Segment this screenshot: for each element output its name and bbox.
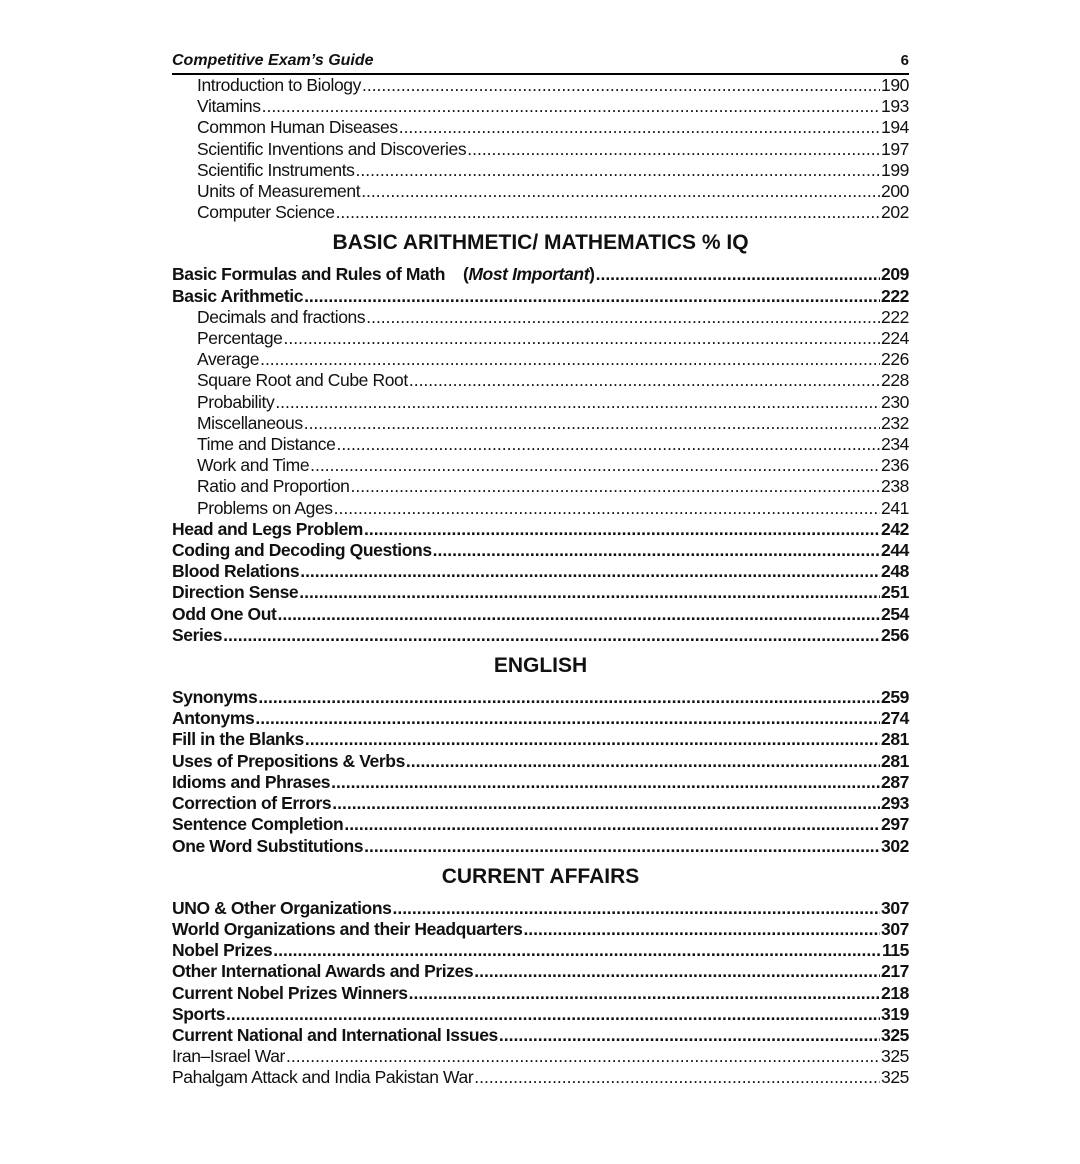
toc-entry-page: 222 bbox=[881, 285, 909, 306]
toc-entry-label: Problems on Ages bbox=[197, 497, 333, 518]
toc-entry bbox=[172, 307, 909, 328]
dot-leader bbox=[499, 1025, 880, 1046]
toc-entry bbox=[172, 370, 909, 391]
toc-entry-page: 242 bbox=[881, 518, 909, 539]
dot-leader bbox=[336, 434, 880, 455]
toc-entry-label: Idioms and Phrases bbox=[172, 771, 331, 792]
toc-page bbox=[172, 52, 909, 1089]
toc-entry bbox=[172, 751, 909, 772]
toc-entry-page: 190 bbox=[881, 75, 909, 95]
toc-entry bbox=[172, 814, 909, 835]
toc-entry-page: 200 bbox=[881, 181, 909, 202]
toc-entry-title bbox=[172, 793, 331, 814]
toc-entry-page: 244 bbox=[881, 540, 909, 561]
toc-entry-label: Scientific Inventions and Discoveries bbox=[197, 138, 467, 159]
dot-leader bbox=[362, 75, 880, 96]
dot-leader bbox=[392, 898, 880, 919]
toc-entry bbox=[172, 328, 909, 349]
toc-entry-page: 217 bbox=[881, 961, 909, 982]
dot-leader bbox=[364, 519, 880, 540]
toc-entry-label: Uses of Prepositions & Verbs bbox=[172, 750, 405, 771]
toc-entry-page: 232 bbox=[881, 412, 909, 433]
page-number: 6 bbox=[900, 52, 909, 69]
toc-entry-page: 241 bbox=[881, 497, 909, 518]
toc-entry-label: Decimals and fractions bbox=[197, 306, 366, 327]
toc-entry bbox=[172, 772, 909, 793]
toc-entry-label: Basic Formulas and Rules of Math bbox=[172, 264, 446, 285]
dot-leader bbox=[467, 139, 880, 160]
toc-entry-page: 256 bbox=[881, 624, 909, 645]
dot-leader bbox=[258, 687, 880, 708]
toc-entry-title bbox=[197, 96, 261, 117]
toc-entry-title bbox=[172, 1025, 498, 1046]
toc-entry bbox=[172, 729, 909, 750]
toc-entry-label: Fill in the Blanks bbox=[172, 729, 304, 750]
dot-leader bbox=[300, 561, 880, 582]
toc-entry-page: 325 bbox=[881, 1024, 909, 1045]
toc-entry-title bbox=[197, 117, 398, 138]
dot-leader bbox=[409, 370, 880, 391]
dot-leader bbox=[409, 983, 880, 1004]
toc-entry-page: 193 bbox=[881, 96, 909, 117]
toc-entry-label: Correction of Errors bbox=[172, 793, 332, 814]
toc-entry bbox=[172, 519, 909, 540]
dot-leader bbox=[262, 96, 880, 117]
toc-entry-title bbox=[172, 687, 257, 708]
dot-leader bbox=[284, 328, 880, 349]
toc-entry-title bbox=[197, 307, 365, 328]
toc-entry bbox=[172, 160, 909, 181]
toc-entry-page: 236 bbox=[881, 455, 909, 476]
dot-leader bbox=[474, 1067, 880, 1088]
toc-entry bbox=[172, 96, 909, 117]
toc-entry-title bbox=[172, 940, 272, 961]
toc-entry-title bbox=[172, 836, 363, 857]
toc-entry-label: Pahalgam Attack and India Pakistan War bbox=[172, 1067, 474, 1088]
toc-entry-title bbox=[197, 139, 466, 160]
toc-entry-label: Series bbox=[172, 624, 223, 645]
toc-entry-title bbox=[197, 328, 283, 349]
toc-entry-label: Common Human Diseases bbox=[197, 117, 398, 138]
toc-entry-title bbox=[172, 561, 299, 582]
section-title: ENGLISH bbox=[493, 654, 588, 678]
toc-entry-page: 325 bbox=[881, 1046, 909, 1067]
toc-entry-title bbox=[172, 961, 473, 982]
dot-leader bbox=[334, 498, 880, 519]
toc-entry-page: 248 bbox=[881, 561, 909, 582]
dot-leader bbox=[299, 582, 880, 603]
toc-entry bbox=[172, 434, 909, 455]
toc-entry-label: Miscellaneous bbox=[197, 412, 303, 433]
toc-entry-page: 251 bbox=[881, 582, 909, 603]
toc-entry bbox=[172, 202, 909, 223]
toc-entry-title: Basic Formulas and Rules of Math (Most Important) bbox=[172, 264, 595, 285]
toc-entry-title bbox=[197, 476, 350, 497]
toc-entry-label: World Organizations and their Headquarters bbox=[172, 918, 523, 939]
toc-entry bbox=[172, 75, 909, 96]
dot-leader bbox=[304, 413, 880, 434]
section-title: CURRENT AFFAIRS bbox=[441, 864, 640, 888]
toc-entry-label: Probability bbox=[197, 391, 275, 412]
toc-entry-page: 238 bbox=[881, 476, 909, 497]
toc-entry-label: Average bbox=[197, 349, 260, 370]
dot-leader bbox=[310, 455, 880, 476]
book-title: Competitive Exam’s Guide bbox=[172, 52, 374, 69]
toc-entry-title bbox=[172, 286, 303, 307]
dot-leader bbox=[332, 793, 880, 814]
dot-leader bbox=[336, 202, 880, 223]
toc-entry bbox=[172, 455, 909, 476]
dot-leader bbox=[356, 160, 880, 181]
toc-entry-title bbox=[172, 540, 432, 561]
toc-entry bbox=[172, 349, 909, 370]
dot-leader bbox=[277, 604, 880, 625]
toc-entry-title bbox=[172, 919, 522, 940]
toc-entry bbox=[172, 793, 909, 814]
toc-entry-label: Square Root and Cube Root bbox=[197, 370, 408, 391]
toc-entry bbox=[172, 540, 909, 561]
toc-entry-page: 224 bbox=[881, 328, 909, 349]
toc-entry-page: 218 bbox=[881, 982, 909, 1003]
toc-entry-label: Basic Arithmetic bbox=[172, 285, 304, 306]
toc-entry bbox=[172, 961, 909, 982]
dot-leader bbox=[304, 286, 880, 307]
toc-entry-label: Iran–Israel War bbox=[172, 1046, 285, 1067]
dot-leader bbox=[523, 919, 880, 940]
toc-entry bbox=[172, 604, 909, 625]
toc-entry-note: Most Important bbox=[468, 264, 590, 285]
toc-entry-label: Vitamins bbox=[197, 96, 261, 117]
section-title: BASIC ARITHMETIC/ MATHEMATICS % IQ bbox=[332, 231, 749, 255]
toc-entry bbox=[172, 561, 909, 582]
toc-entry-label: Direction Sense bbox=[172, 582, 299, 603]
toc-entry-title bbox=[197, 349, 259, 370]
dot-leader bbox=[331, 772, 880, 793]
toc-entry-title bbox=[172, 1046, 285, 1067]
toc-entry bbox=[172, 181, 909, 202]
toc-entry-page: 254 bbox=[881, 603, 909, 624]
toc-entry-label: Head and Legs Problem bbox=[172, 518, 363, 539]
toc-entry bbox=[172, 117, 909, 138]
toc-entry bbox=[172, 582, 909, 603]
toc-entry-page: 230 bbox=[881, 391, 909, 412]
toc-entry-title bbox=[172, 814, 343, 835]
dot-leader bbox=[286, 1046, 880, 1067]
toc-entry-label: Nobel Prizes bbox=[172, 940, 273, 961]
toc-entry-page: 226 bbox=[881, 349, 909, 370]
toc-entry-page: 287 bbox=[881, 771, 909, 792]
toc-entry-label: Sports bbox=[172, 1003, 226, 1024]
toc-entry-title bbox=[172, 625, 222, 646]
toc-entry-title bbox=[197, 370, 408, 391]
toc-entry-page: 319 bbox=[881, 1003, 909, 1024]
toc-entry-label: Ratio and Proportion bbox=[197, 476, 350, 497]
toc-entry bbox=[172, 1067, 909, 1088]
toc-entry-title bbox=[197, 434, 335, 455]
toc-entry-title bbox=[197, 75, 361, 96]
toc-entry-page: 307 bbox=[881, 897, 909, 918]
toc-entry-page: 199 bbox=[881, 159, 909, 180]
toc-entry-page: 297 bbox=[881, 814, 909, 835]
toc-entry-title bbox=[197, 413, 303, 434]
toc-entry-page: 234 bbox=[881, 434, 909, 455]
toc-entry-title bbox=[197, 392, 274, 413]
toc-entry bbox=[172, 836, 909, 857]
toc-entry bbox=[172, 919, 909, 940]
toc-entry-title bbox=[172, 519, 363, 540]
toc-entry-label: Sentence Completion bbox=[172, 814, 344, 835]
toc-entry bbox=[172, 1046, 909, 1067]
toc-entry bbox=[172, 983, 909, 1004]
dot-leader bbox=[260, 349, 880, 370]
toc-entry-label: Percentage bbox=[197, 328, 283, 349]
dot-leader bbox=[273, 940, 881, 961]
dot-leader bbox=[226, 1004, 880, 1025]
toc-entry bbox=[172, 708, 909, 729]
toc-entry-page: 209 bbox=[881, 264, 909, 285]
toc-entry-label: UNO & Other Organizations bbox=[172, 897, 392, 918]
dot-leader bbox=[474, 961, 880, 982]
toc-entry-page: 281 bbox=[881, 729, 909, 750]
toc-entry bbox=[172, 476, 909, 497]
dot-leader bbox=[596, 264, 880, 285]
dot-leader bbox=[366, 307, 880, 328]
toc-entry-title bbox=[197, 202, 335, 223]
toc-entry-page: 228 bbox=[881, 370, 909, 391]
toc-entry-page: 222 bbox=[881, 306, 909, 327]
toc-entry-title bbox=[172, 708, 254, 729]
toc-entry-page: 115 bbox=[881, 940, 909, 961]
dot-leader bbox=[361, 181, 880, 202]
toc-entry-label: Coding and Decoding Questions bbox=[172, 540, 432, 561]
dot-leader bbox=[255, 708, 880, 729]
toc-entry-page: 307 bbox=[881, 918, 909, 939]
toc-entry-label: Current Nobel Prizes Winners bbox=[172, 982, 408, 1003]
toc-entry bbox=[172, 625, 909, 646]
page-header bbox=[172, 52, 909, 75]
toc-entry bbox=[172, 898, 909, 919]
toc-entry-label: Time and Distance bbox=[197, 434, 336, 455]
dot-leader bbox=[305, 729, 880, 750]
toc-entry-label: Other International Awards and Prizes bbox=[172, 961, 474, 982]
toc-entry-label: Synonyms bbox=[172, 687, 258, 708]
toc-entry-label: Odd One Out bbox=[172, 603, 277, 624]
dot-leader bbox=[399, 117, 880, 138]
toc-entry-title bbox=[172, 898, 391, 919]
toc-entry-page: 197 bbox=[881, 138, 909, 159]
toc-entry-title bbox=[172, 582, 298, 603]
toc-entry-title bbox=[172, 604, 276, 625]
toc-entry-page: 293 bbox=[881, 793, 909, 814]
toc-entry-title bbox=[172, 1004, 225, 1025]
toc-entry-label: Blood Relations bbox=[172, 561, 300, 582]
toc-entry-page: 302 bbox=[881, 835, 909, 856]
dot-leader bbox=[406, 751, 880, 772]
toc-entry bbox=[172, 687, 909, 708]
toc-entry-page: 281 bbox=[881, 750, 909, 771]
toc-entry-label: One Word Substitutions bbox=[172, 835, 364, 856]
dot-leader bbox=[433, 540, 880, 561]
toc-entry-title bbox=[197, 160, 355, 181]
toc-entry-label: Units of Measurement bbox=[197, 181, 361, 202]
dot-leader bbox=[223, 625, 880, 646]
toc-entry-page: 274 bbox=[881, 708, 909, 729]
toc-entry-label: Computer Science bbox=[197, 202, 335, 223]
toc-entry bbox=[172, 498, 909, 519]
toc-entry-title bbox=[172, 729, 304, 750]
dot-leader bbox=[351, 476, 880, 497]
table-of-contents bbox=[172, 75, 909, 1089]
toc-entry-page: 325 bbox=[881, 1067, 909, 1088]
toc-entry-title bbox=[172, 1067, 473, 1088]
toc-entry-title bbox=[197, 181, 360, 202]
toc-entry-label: Antonyms bbox=[172, 708, 255, 729]
toc-entry-title bbox=[197, 455, 309, 476]
toc-entry bbox=[172, 1025, 909, 1046]
dot-leader bbox=[275, 392, 880, 413]
toc-entry-title bbox=[172, 772, 330, 793]
dot-leader bbox=[364, 836, 880, 857]
toc-entry bbox=[172, 1004, 909, 1025]
toc-entry bbox=[172, 413, 909, 434]
toc-entry-label: Scientific Instruments bbox=[197, 159, 355, 180]
toc-entry-title bbox=[172, 751, 405, 772]
toc-entry bbox=[172, 940, 909, 961]
toc-entry-page: 194 bbox=[881, 117, 909, 138]
toc-entry bbox=[172, 286, 909, 307]
dot-leader bbox=[344, 814, 880, 835]
toc-entry-title bbox=[197, 498, 333, 519]
toc-entry-title bbox=[172, 983, 408, 1004]
toc-entry-page: 259 bbox=[881, 687, 909, 708]
toc-entry-label: Current National and International Issues bbox=[172, 1024, 498, 1045]
toc-entry-label: Introduction to Biology bbox=[197, 75, 361, 95]
toc-entry bbox=[172, 392, 909, 413]
toc-entry bbox=[172, 139, 909, 160]
toc-entry-label: Work and Time bbox=[197, 455, 310, 476]
toc-entry bbox=[172, 264, 909, 285]
toc-entry-page: 202 bbox=[881, 202, 909, 223]
